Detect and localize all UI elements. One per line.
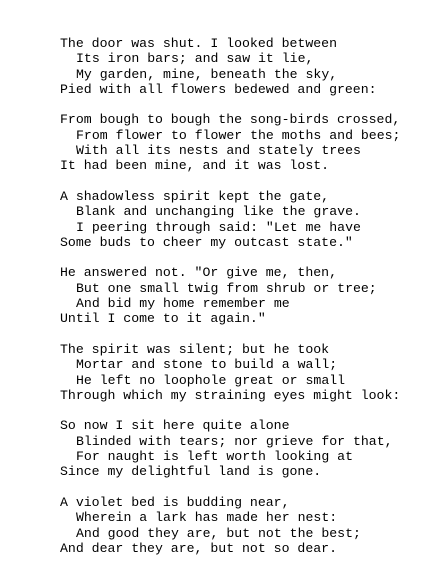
poem-line: So now I sit here quite alone [60, 418, 290, 434]
poem-line: Wherein a lark has made her nest: [76, 510, 338, 526]
stanza-4 [60, 265, 400, 326]
poem-line: Its iron bars; and saw it lie, [76, 51, 314, 67]
poem-line: Mortar and stone to build a wall; [76, 357, 338, 373]
poem-line: And dear they are, but not so dear. [60, 540, 337, 556]
poem-line: From flower to flower the moths and bees; [76, 127, 401, 143]
poem-line: He left no loophole great or small [76, 372, 346, 388]
poem-line: And bid my home remember me [76, 296, 290, 312]
poem-line: Blinded with tears; nor grieve for that, [76, 433, 393, 449]
poem-line: And good they are, but not the best; [76, 525, 361, 541]
poem-line: From bough to bough the song-birds crossed, [60, 112, 401, 128]
poem-line: The spirit was silent; but he took [60, 341, 330, 357]
poem-line: Pied with all flowers bedewed and green: [60, 81, 377, 97]
poem-line: It had been mine, and it was lost. [60, 158, 330, 174]
poem-line: Blank and unchanging like the grave. [76, 204, 361, 220]
poem-line: I peering through said: "Let me have [76, 219, 361, 235]
stanza-7 [60, 495, 400, 556]
poem-line: A violet bed is budding near, [60, 494, 290, 510]
poem-line: My garden, mine, beneath the sky, [76, 66, 338, 82]
stanza-6 [60, 418, 400, 479]
poem-line: Through which my straining eyes might look: [60, 387, 401, 403]
poem-line: Since my delightful land is gone. [60, 464, 322, 480]
poem-line: With all its nests and stately trees [76, 143, 361, 159]
poem-line: The door was shut. I looked between [60, 36, 337, 51]
poem-line: A shadowless spirit kept the gate, [60, 188, 330, 204]
poem-line: Some buds to cheer my outcast state." [60, 234, 353, 250]
poem-body [60, 36, 400, 571]
poem-line: He answered not. "Or give me, then, [60, 265, 337, 281]
poem-line: Until I come to it again." [60, 311, 266, 327]
poem-line: For naught is left worth looking at [76, 449, 353, 465]
stanza-3 [60, 189, 400, 250]
poem-line: But one small twig from shrub or tree; [76, 280, 377, 296]
stanza-2 [60, 112, 400, 173]
stanza-5 [60, 342, 400, 403]
stanza-1 [60, 36, 400, 97]
